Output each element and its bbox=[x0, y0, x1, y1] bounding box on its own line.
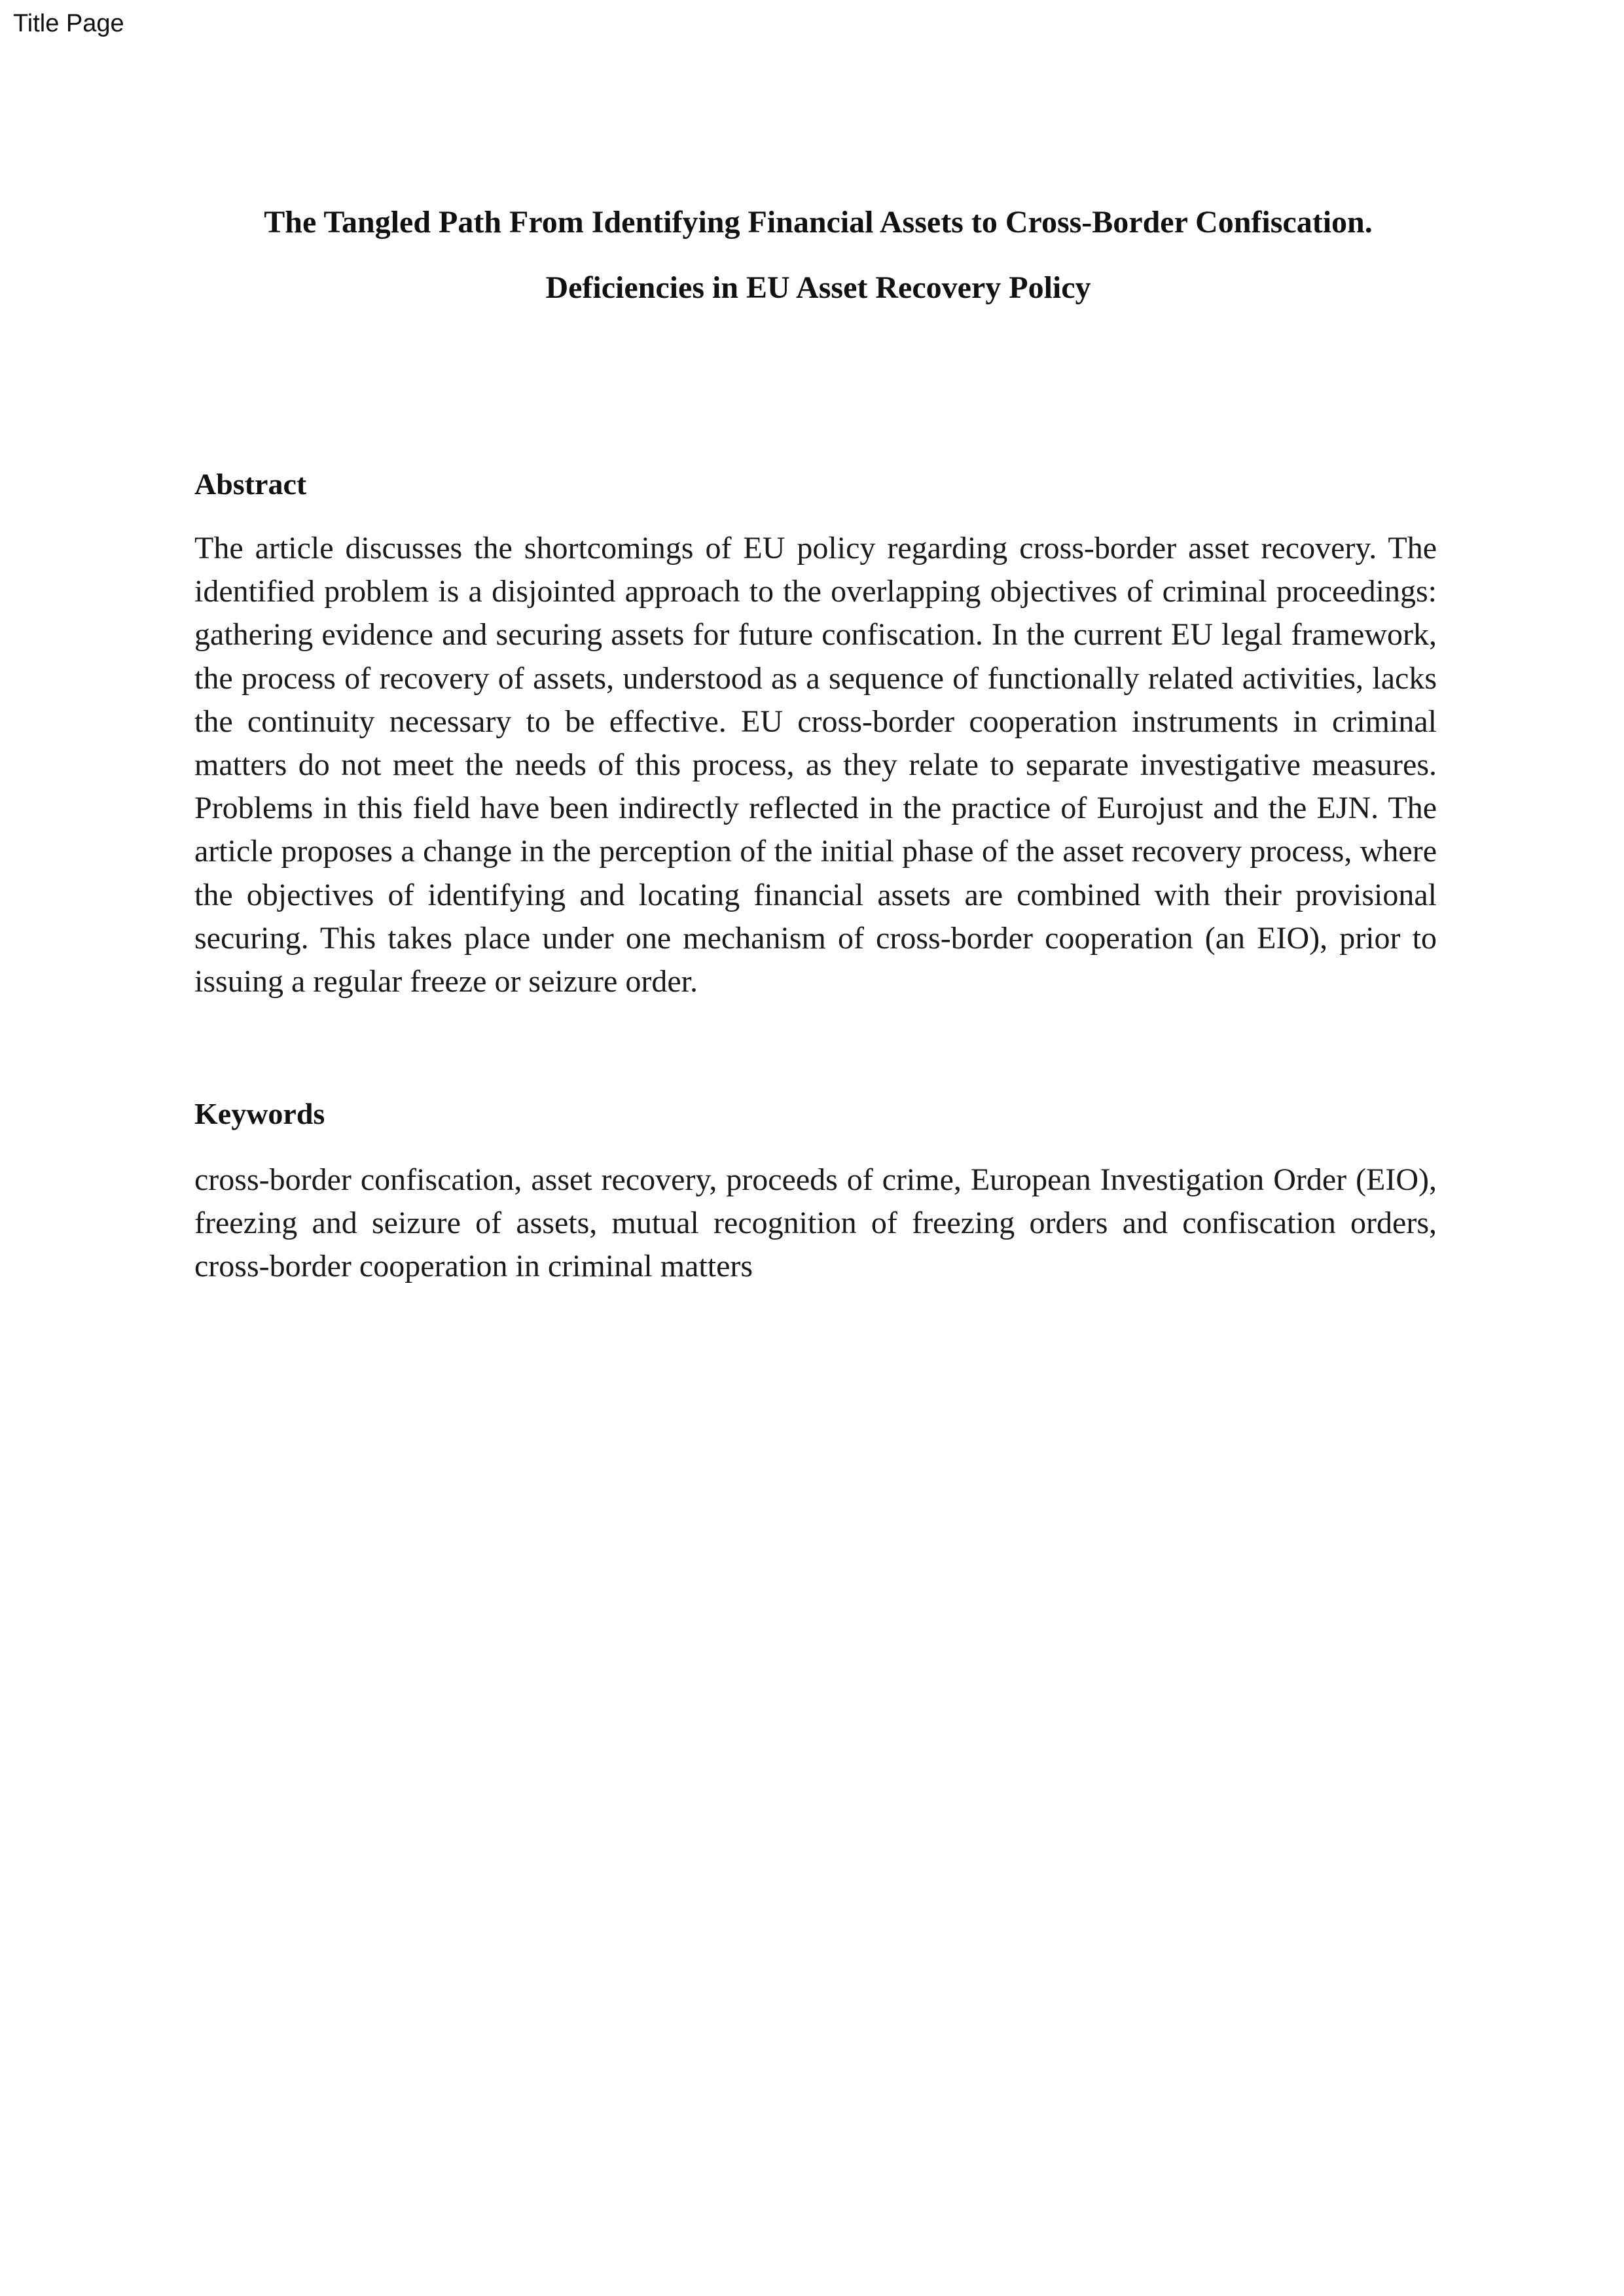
keywords-text: cross-border confiscation, asset recovery, proceeds of crime, European Investigation Order (EIO), freezing and seizure of assets, mutual recognition of freezing orders and confiscation orders, cross-border cooperation in criminal matters bbox=[194, 1162, 1437, 1284]
title-line-1: The Tangled Path From Identifying Financial Assets to Cross-Border Confiscation. bbox=[264, 205, 1373, 240]
abstract-heading: Abstract bbox=[194, 467, 307, 501]
title-line-2: Deficiencies in EU Asset Recovery Policy bbox=[545, 270, 1091, 305]
keywords-heading: Keywords bbox=[194, 1097, 325, 1130]
article-title bbox=[196, 190, 1440, 321]
abstract-text: The article discusses the shortcomings of EU policy regarding cross-border asset recovery. The identified problem is a disjointed approach to the overlapping objectives of criminal proceedings: gathering evidence and securing assets for future confiscation. In the current EU legal framework, the process of recovery of assets, understood as a sequence of functionally related activities, lacks the continuity necessary to be effective. EU cross-border cooperation instruments in criminal matters do not meet the needs of this process, as they relate to separate investigative measures. Problems in this field have been indirectly reflected in the practice of Eurojust and the EJN. The article proposes a change in the perception of the initial phase of the asset recovery process, where the objectives of identifying and locating financial assets are combined with their provisional securing. This takes place under one mechanism of cross-border cooperation (an EIO), prior to issuing a regular freeze or seizure order. bbox=[194, 531, 1437, 999]
page-header-label: Title Page bbox=[13, 10, 124, 37]
